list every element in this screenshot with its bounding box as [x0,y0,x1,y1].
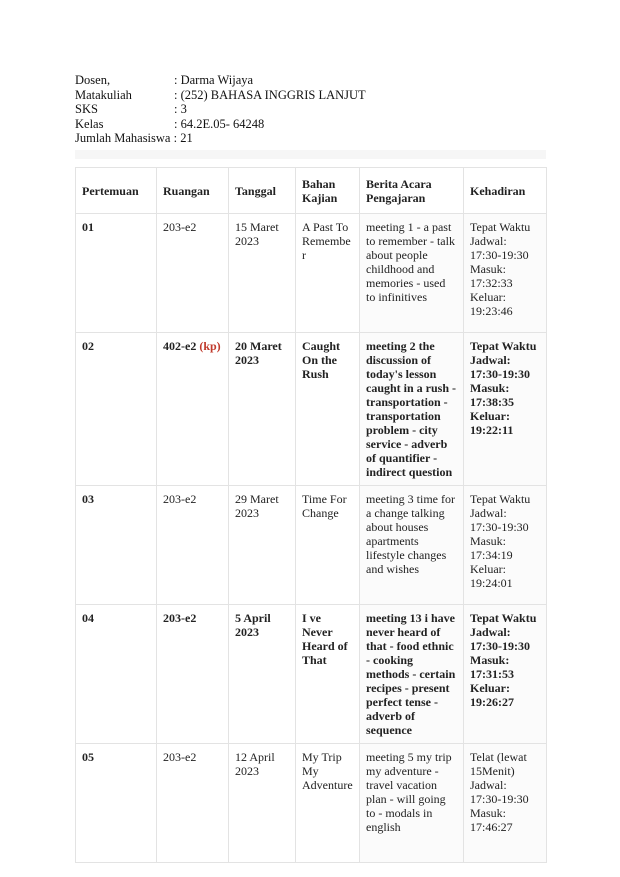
cell-pertemuan: 04 [76,605,157,744]
cell-kehadiran [464,744,547,863]
check-in-label: Masuk: [470,653,510,667]
attendance-status: Tepat Waktu [470,611,537,625]
attendance-status: Tepat Waktu [470,339,537,353]
cell-ruangan: 203-e2 [157,214,229,333]
check-out-label: Keluar: [470,562,506,576]
room-note: (kp) [199,339,221,353]
cell-berita-acara: meeting 2 the discussion of today's lesson caught in a rush - transportation - transportation problem - city service - adverb of quantifier - indirect question [360,333,464,486]
cell-kehadiran [464,605,547,744]
info-label: Jumlah Mahasiswa [75,131,171,145]
table-header-row [76,168,547,214]
col-header-tanggal: Tanggal [229,168,296,214]
table-row [76,605,547,744]
info-row-kelas [75,117,366,132]
schedule-label: Jadwal: [470,778,507,792]
check-out-value: 19:24:01 [470,576,513,590]
schedule-label: Jadwal: [470,506,507,520]
info-value: : 21 [173,131,193,145]
check-out-value: 19:23:46 [470,304,513,318]
check-in-label: Masuk: [470,381,510,395]
cell-pertemuan: 02 [76,333,157,486]
col-header-kehadiran: Kehadiran [464,168,547,214]
cell-tanggal: 29 Maret 2023 [229,486,296,605]
col-header-bahan-kajian: Bahan Kajian [296,168,360,214]
cell-kehadiran [464,486,547,605]
check-in-value: 17:38:35 [470,395,514,409]
schedule-value: 17:30-19:30 [470,639,530,653]
cell-kehadiran [464,333,547,486]
info-row-matakuliah [75,88,366,103]
cell-tanggal: 15 Maret 2023 [229,214,296,333]
schedule-label: Jadwal: [470,353,511,367]
cell-bahan-kajian: My Trip My Adventure [296,744,360,863]
divider-bar [75,150,546,159]
schedule-value: 17:30-19:30 [470,792,529,806]
check-in-value: 17:31:53 [470,667,514,681]
col-header-berita-acara: Berita Acara Pengajaran [360,168,464,214]
check-out-label: Keluar: [470,290,506,304]
cell-bahan-kajian: Caught On the Rush [296,333,360,486]
cell-berita-acara: meeting 13 i have never heard of that - food ethnic - cooking methods - certain recipes - present perfect tense - adverb of sequence [360,605,464,744]
check-in-value: 17:34:19 [470,548,513,562]
info-value: : 64.2E.05- 64248 [174,116,265,131]
check-in-label: Masuk: [470,806,506,820]
col-header-pertemuan: Pertemuan [76,168,157,214]
schedule-value: 17:30-19:30 [470,248,529,262]
cell-ruangan: 203-e2 [157,605,229,744]
cell-bahan-kajian: A Past To Remember [296,214,360,333]
cell-berita-acara: meeting 1 - a past to remember - talk about people childhood and memories - used to infinitives [360,214,464,333]
cell-pertemuan: 05 [76,744,157,863]
schedule-value: 17:30-19:30 [470,367,530,381]
table-row [76,744,547,863]
info-label: Dosen, [75,73,111,87]
cell-berita-acara: meeting 5 my trip my adventure - travel vacation plan - will going to - modals in english [360,744,464,863]
course-info [75,73,366,146]
attendance-table [75,167,547,863]
schedule-value: 17:30-19:30 [470,520,529,534]
cell-kehadiran [464,214,547,333]
cell-pertemuan: 01 [76,214,157,333]
attendance-status: Telat (lewat 15Menit) [470,750,527,778]
info-row-jumlah-mahasiswa [75,131,366,146]
check-out-label: Keluar: [470,681,510,695]
check-in-value: 17:46:27 [470,820,513,834]
cell-tanggal: 20 Maret 2023 [229,333,296,486]
cell-ruangan [157,333,229,486]
info-label: SKS [75,102,98,116]
attendance-status: Tepat Waktu [470,492,531,506]
cell-ruangan: 203-e2 [157,744,229,863]
table-row [76,333,547,486]
info-value: : 3 [174,102,187,116]
info-label: Matakuliah [75,87,132,102]
check-out-value: 19:22:11 [470,423,514,437]
cell-ruangan: 203-e2 [157,486,229,605]
cell-tanggal: 12 April 2023 [229,744,296,863]
check-out-value: 19:26:27 [470,695,514,709]
check-in-value: 17:32:33 [470,276,513,290]
schedule-label: Jadwal: [470,234,507,248]
check-in-label: Masuk: [470,262,506,276]
cell-bahan-kajian: Time For Change [296,486,360,605]
cell-bahan-kajian: I ve Never Heard of That [296,605,360,744]
table-row [76,486,547,605]
cell-berita-acara: meeting 3 time for a change talking about houses apartments lifestyle changes and wishes [360,486,464,605]
check-in-label: Masuk: [470,534,506,548]
schedule-label: Jadwal: [470,625,511,639]
attendance-status: Tepat Waktu [470,220,531,234]
cell-tanggal: 5 April 2023 [229,605,296,744]
table-row [76,214,547,333]
info-row-sks [75,102,366,117]
info-value: : Darma Wijaya [174,73,254,87]
info-row-dosen [75,73,366,88]
cell-pertemuan: 03 [76,486,157,605]
info-value: : (252) BAHASA INGGRIS LANJUT [174,87,366,102]
room-value: 402-e2 [163,339,197,353]
check-out-label: Keluar: [470,409,510,423]
col-header-ruangan: Ruangan [157,168,229,214]
info-label: Kelas [75,116,104,131]
